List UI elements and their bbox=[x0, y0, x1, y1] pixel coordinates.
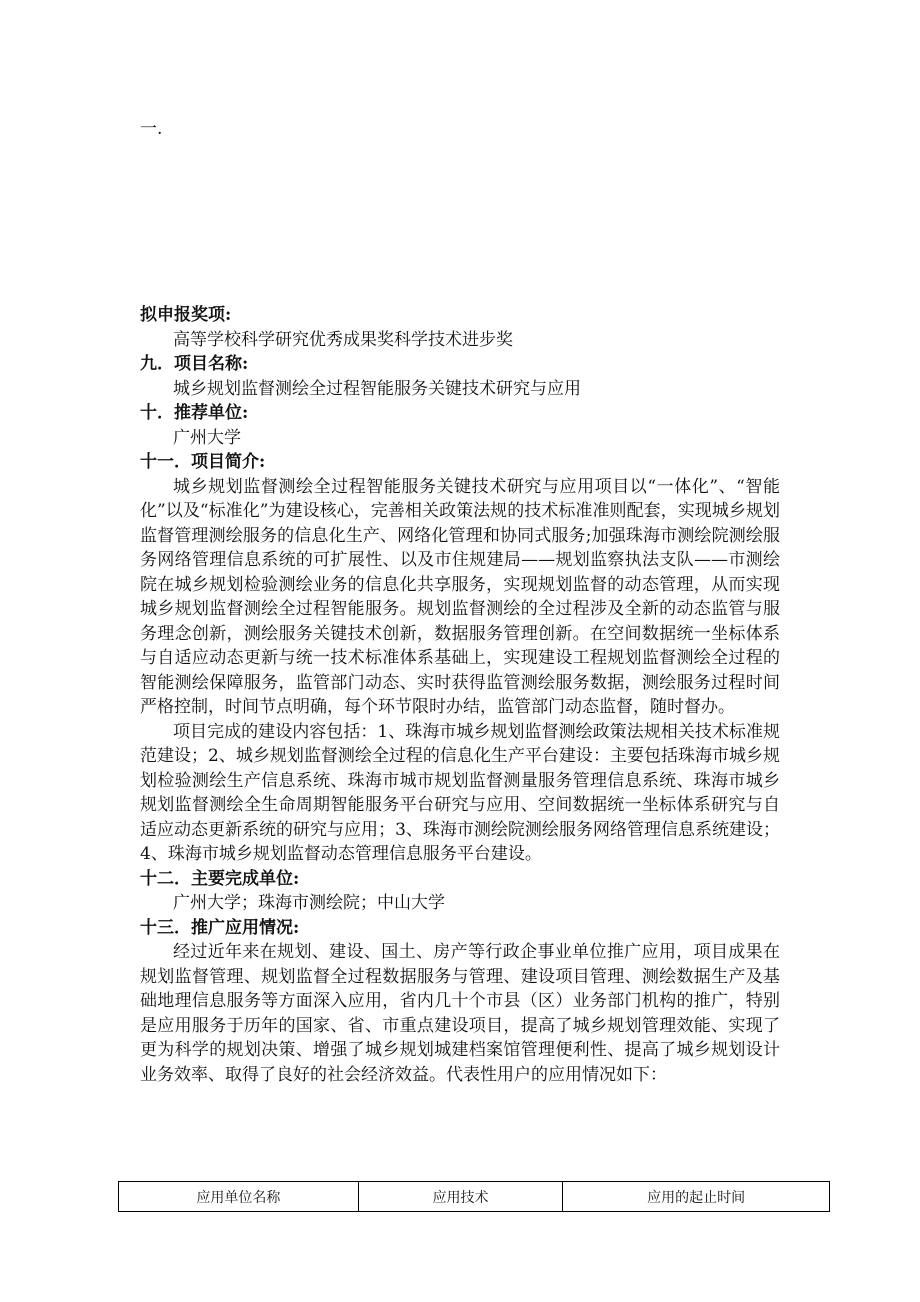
intro-paragraph-1: 城乡规划监督测绘全过程智能服务关键技术研究与应用项目以“一体化”、“智能化”以及“标准化”为建设核心，完善相关政策法规的技术标准准则配套，实现城乡规划监督管理测绘服务的信息化生产、网络化管理和协同式服务;加强珠海市测绘院测绘服务网络管理信息系统的可扩展性、以及市住规建局——规划监察执法支队——市测绘院在城乡规划检验测绘业务的信息化共享服务，实现规划监督的动态管理，从而实现城乡规划监督测绘全过程智能服务。规划监督测绘的全过程涉及全新的动态监管与服务理念创新，测绘服务关键技术创新，数据服务管理创新。在空间数据统一坐标体系与自适应动态更新与统一技术标准体系基础上，实现建设工程规划监督测绘全过程的智能测绘保障服务，监管部门动态、实时获得监管测绘服务数据，测绘服务过程时间严格控制，时间节点明确，每个环节限时办结，监管部门动态监督，随时督办。 bbox=[140, 476, 780, 717]
award-value: 高等学校科学研究优秀成果奖科学技术进步奖 bbox=[173, 329, 513, 350]
application-table bbox=[118, 1181, 830, 1212]
project-name-value: 城乡规划监督测绘全过程智能服务关键技术研究与应用 bbox=[173, 378, 581, 399]
table-header-cell: 应用的起止时间 bbox=[563, 1182, 830, 1212]
intro-paragraph-2: 项目完成的建设内容包括：1、珠海市城乡规划监督测绘政策法规相关技术标准规范建设；2、城乡规划监督测绘全过程的信息化生产平台建设：主要包括珠海市城乡规划检验测绘生产信息系统、珠海市城市规划监督测量服务管理信息系统、珠海市城乡规划监督测绘全生命周期智能服务平台研究与应用、空间数据统一坐标体系研究与自适应动态更新系统的研究与应用；3、珠海市测绘院测绘服务网络管理信息系统建设；4、珠海市城乡规划监督动态管理信息服务平台建设。 bbox=[140, 721, 780, 864]
award-heading: 拟申报奖项: bbox=[140, 305, 232, 325]
recommender-heading: 十．推荐单位: bbox=[140, 403, 249, 423]
project-name-heading: 九．项目名称: bbox=[140, 354, 249, 374]
table-header-row bbox=[119, 1182, 830, 1212]
units-heading: 十二．主要完成单位: bbox=[140, 868, 300, 889]
promotion-paragraph: 经过近年来在规划、建设、国土、房产等行政企事业单位推广应用，项目成果在规划监督管理、规划监督全过程数据服务与管理、建设项目管理、测绘数据生产及基础地理信息服务等方面深入应用，省内几十个市县（区）业务部门机构的推广，特别是应用服务于历年的国家、省、市重点建设项目，提高了城乡规划管理效能、实现了更为科学的规划决策、增强了城乡规划城建档案馆管理便利性、提高了城乡规划设计业务效率、取得了良好的社会经济效益。代表性用户的应用情况如下： bbox=[140, 942, 780, 1085]
intro-heading: 十一．项目简介: bbox=[140, 452, 266, 472]
document-body bbox=[140, 303, 780, 1087]
promotion-heading: 十三．推广应用情况: bbox=[140, 917, 300, 938]
table-header-cell: 应用技术 bbox=[358, 1182, 563, 1212]
top-marker: 一. bbox=[140, 119, 163, 139]
recommender-value: 广州大学 bbox=[173, 427, 241, 448]
table-header-cell: 应用单位名称 bbox=[119, 1182, 359, 1212]
units-value: 广州大学；珠海市测绘院；中山大学 bbox=[173, 893, 445, 913]
